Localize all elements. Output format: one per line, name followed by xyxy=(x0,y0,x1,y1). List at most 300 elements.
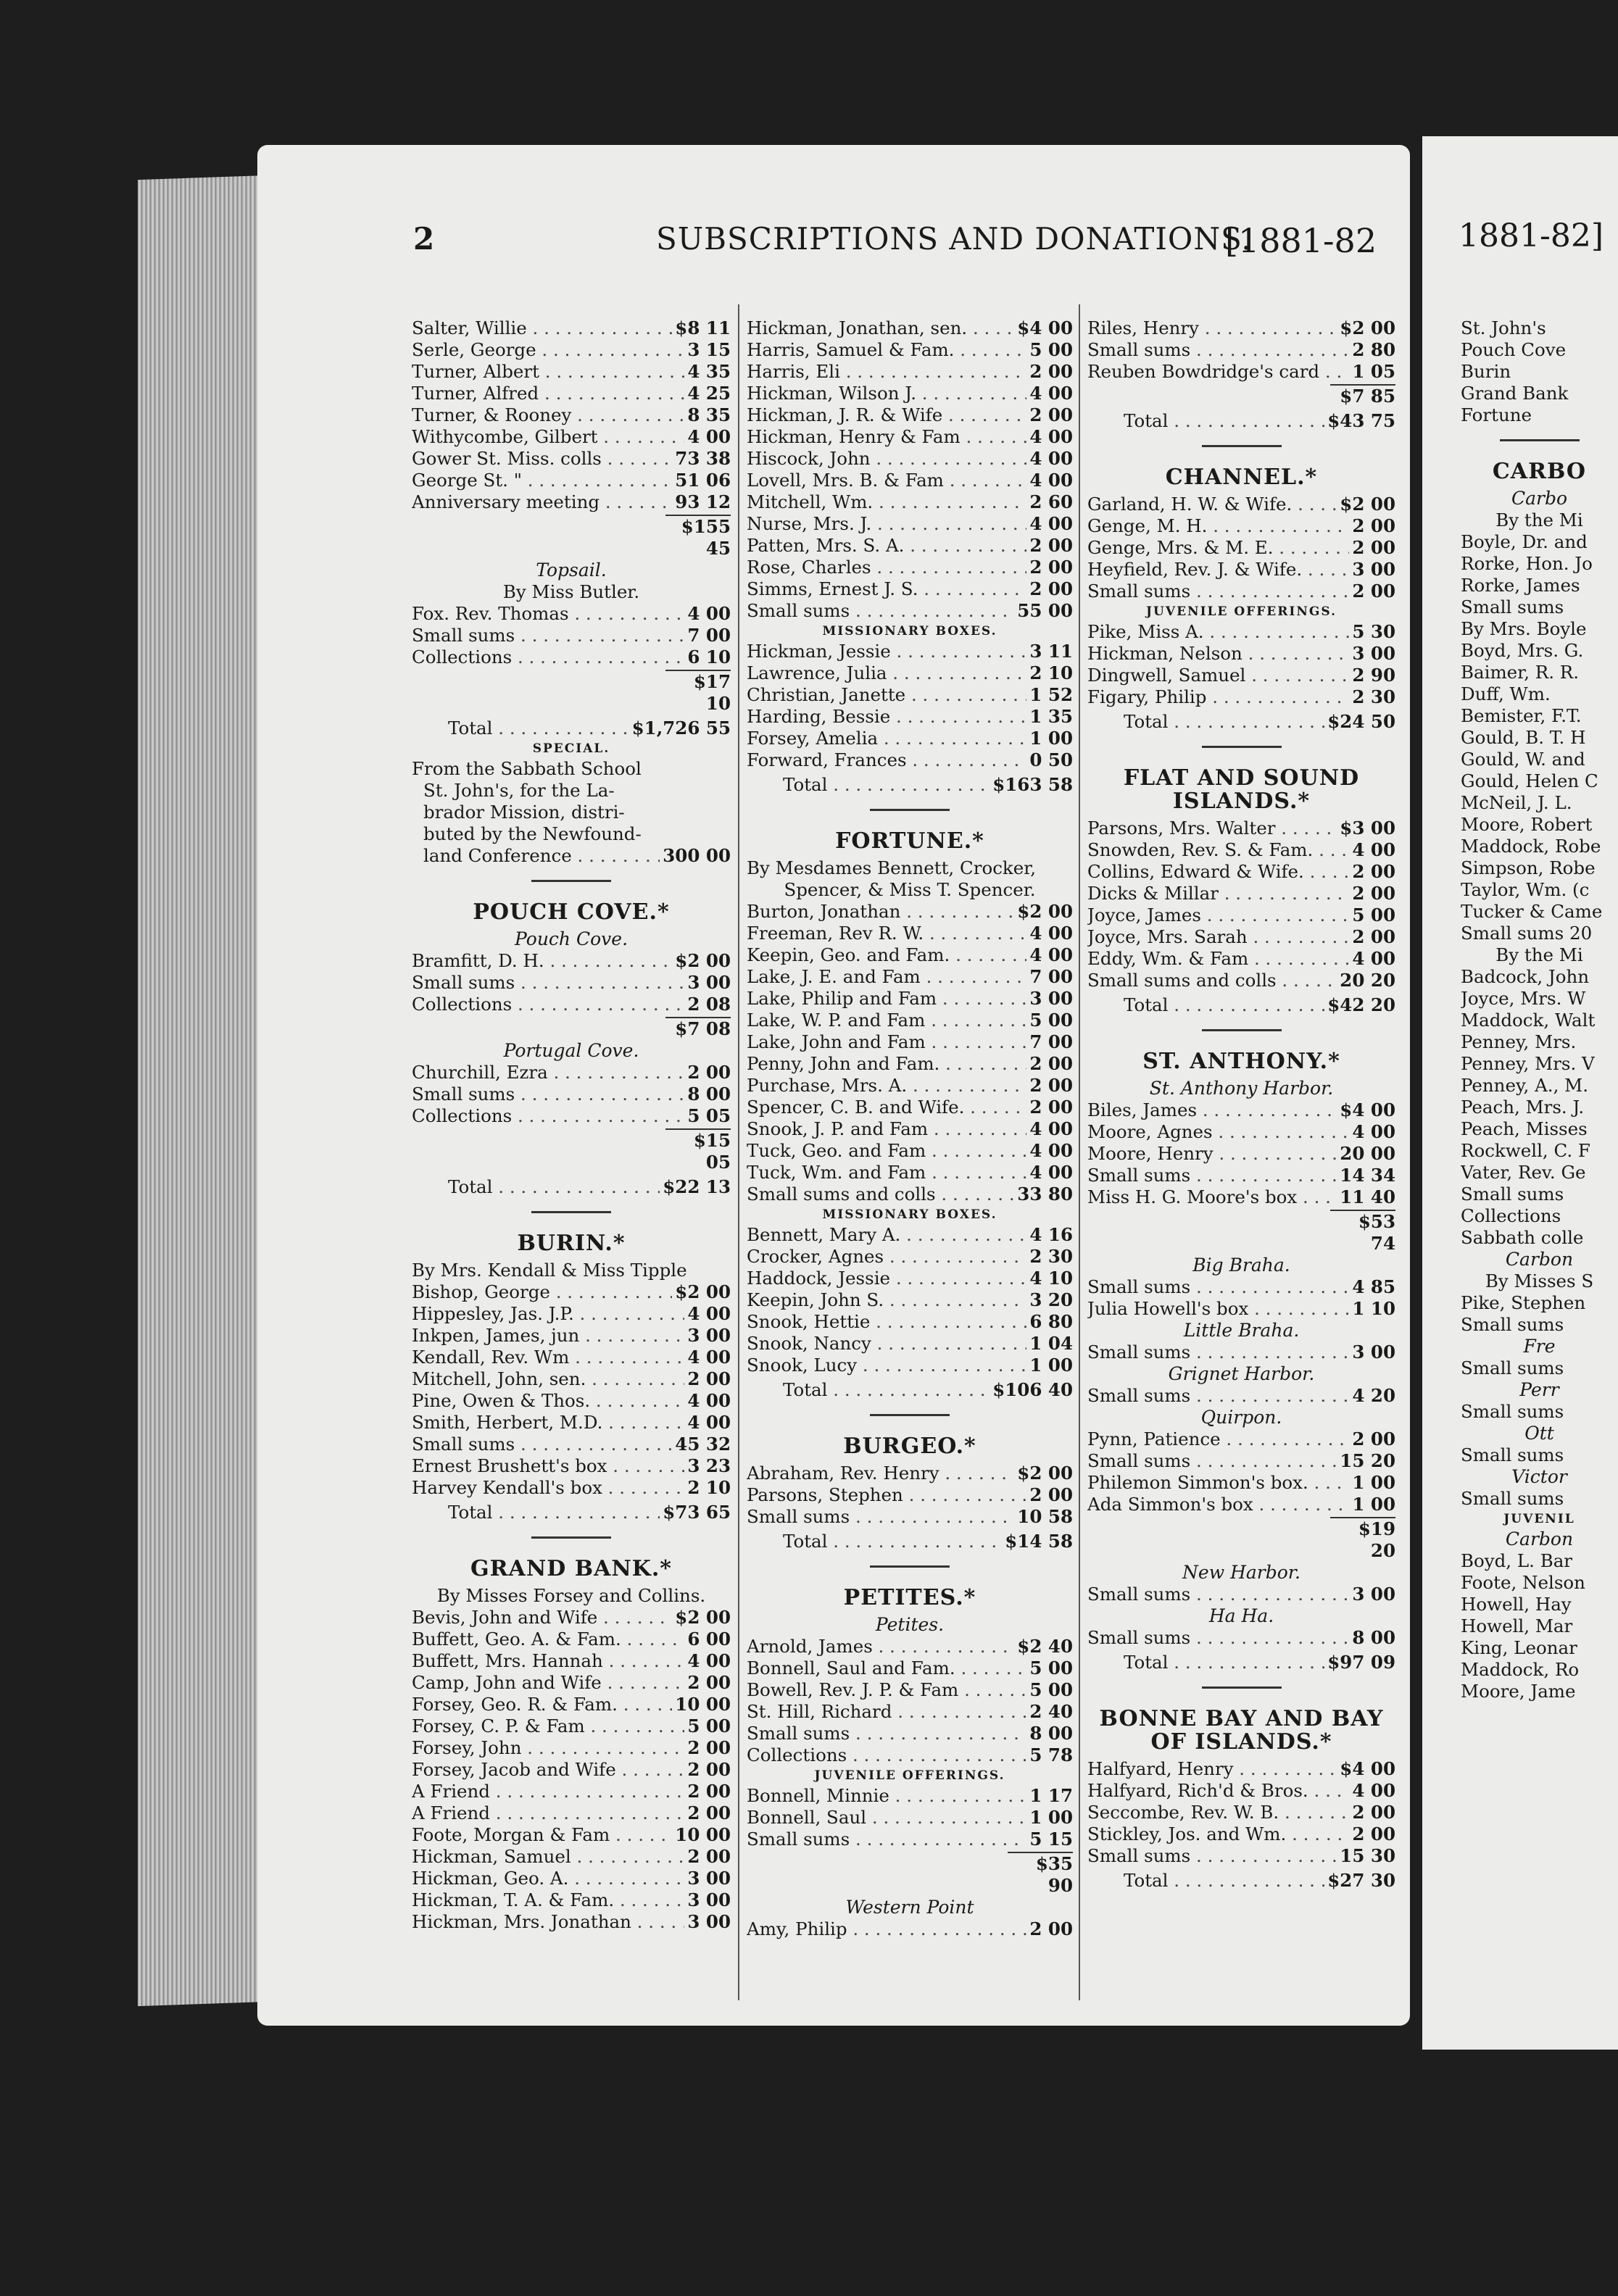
entry-row xyxy=(1087,665,1395,686)
entry-row xyxy=(1087,1584,1395,1605)
text-line: By Mrs. Boyle xyxy=(1461,618,1587,639)
entry-amount: 2 10 xyxy=(1029,662,1073,683)
entry-amount: 4 00 xyxy=(1352,948,1395,969)
locality-subheading: Petites. xyxy=(875,1614,945,1635)
entry-row xyxy=(412,1802,731,1824)
entry-amount: $2 00 xyxy=(675,1607,731,1628)
column-4 xyxy=(1461,317,1618,1702)
entry-amount: 14 34 xyxy=(1340,1165,1395,1186)
total-row xyxy=(412,1176,731,1198)
section-rule xyxy=(1202,445,1282,447)
page-title: SUBSCRIPTIONS AND DONATIONS. xyxy=(656,221,1252,257)
entry-name: Collections . . . xyxy=(412,646,684,668)
entry-amount: 4 00 xyxy=(1029,513,1073,534)
locality-subheading: Ha Ha. xyxy=(1208,1605,1274,1626)
subtotal-amount: $35 90 xyxy=(1008,1852,1073,1897)
entry-row xyxy=(1087,1758,1395,1780)
entry-row xyxy=(1087,970,1395,991)
total-amount: $24 50 xyxy=(1327,711,1395,732)
text-line: McNeil, J. L. xyxy=(1461,792,1572,813)
section-rule xyxy=(1202,1686,1282,1689)
entry-name: Foote, Morgan & Fam . . . xyxy=(412,1824,672,1846)
entry-row xyxy=(1087,1823,1395,1845)
entry-name: Simms, Ernest J. S. . . . xyxy=(747,578,1026,600)
entry-name: Eddy, Wm. & Fam . . . xyxy=(1087,948,1349,970)
entry-name: Arnold, James . . . xyxy=(747,1636,1014,1657)
entry-amount: 3 00 xyxy=(1352,1584,1395,1605)
entry-amount: 1 00 xyxy=(1029,1355,1073,1376)
entry-name: Bennett, Mary A. . . . xyxy=(747,1224,1026,1246)
locality-subheading: St. Anthony Harbor. xyxy=(1149,1078,1334,1099)
entry-row xyxy=(412,1781,731,1802)
text-line: Bemister, F.T. xyxy=(1461,705,1582,726)
entry-row xyxy=(747,1657,1073,1679)
entry-row xyxy=(412,1303,731,1325)
entry-name: Riles, Henry . . . xyxy=(1087,317,1337,339)
entry-name: Crocker, Agnes . . . xyxy=(747,1246,1026,1268)
entry-name: Hickman, Samuel . . . xyxy=(412,1846,684,1868)
entry-amount: 2 10 xyxy=(687,1477,731,1498)
entry-amount: 6 00 xyxy=(687,1629,731,1650)
entry-row xyxy=(412,1737,731,1759)
entry-row xyxy=(1087,904,1395,926)
entry-row xyxy=(747,1333,1073,1355)
entry-amount: 4 00 xyxy=(687,1303,731,1324)
entry-row xyxy=(412,1759,731,1781)
entry-amount: 2 00 xyxy=(687,1846,731,1867)
entry-amount: 2 00 xyxy=(1029,1918,1073,1939)
entry-name: Penny, John and Fam. . . . xyxy=(747,1053,1026,1075)
entry-row xyxy=(747,706,1073,728)
page-year: [1881-82 xyxy=(1225,221,1377,260)
text-line: Collections xyxy=(1461,1205,1561,1226)
entry-row xyxy=(747,1636,1073,1657)
entry-amount: 2 00 xyxy=(1352,883,1395,904)
entry-amount: 8 00 xyxy=(687,1083,731,1105)
entry-row xyxy=(747,1097,1073,1118)
text-line: Fortune xyxy=(1461,404,1532,425)
entry-row xyxy=(412,646,731,668)
entry-amount: 2 60 xyxy=(1029,491,1073,512)
text-line: Taylor, Wm. (c xyxy=(1461,879,1590,900)
entry-name: Harding, Bessie . . . xyxy=(747,706,1026,728)
locality-subheading: Portugal Cove. xyxy=(503,1040,639,1061)
entry-row xyxy=(412,1062,731,1083)
entry-amount: 4 00 xyxy=(687,426,731,447)
entry-name: Moore, Henry . . . xyxy=(1087,1143,1337,1165)
locality-subheading: Carbo xyxy=(1511,488,1568,509)
entry-amount: 4 00 xyxy=(687,1650,731,1671)
entry-row xyxy=(1087,861,1395,883)
section-rule xyxy=(1500,439,1580,441)
section-rule xyxy=(531,1211,611,1213)
entry-amount: 4 00 xyxy=(1029,1140,1073,1161)
entry-row xyxy=(1087,1121,1395,1143)
entry-amount: 2 80 xyxy=(1352,339,1395,360)
entry-row xyxy=(412,1325,731,1347)
entry-name: George St. " . . . xyxy=(412,470,672,491)
section-heading: FORTUNE.* xyxy=(835,828,984,854)
entry-row xyxy=(412,1390,731,1412)
text-line: Badcock, John xyxy=(1461,966,1590,987)
entry-row xyxy=(1087,883,1395,904)
section-heading: BURIN.* xyxy=(517,1231,626,1256)
text-line: Howell, Mar xyxy=(1461,1615,1573,1636)
entry-row xyxy=(747,1311,1073,1333)
total-amount: $163 58 xyxy=(992,774,1073,795)
entry-row xyxy=(747,1184,1073,1205)
entry-row xyxy=(1087,1385,1395,1407)
total-label: Total . . . xyxy=(1087,410,1324,432)
entry-name: Lake, John and Fam . . . xyxy=(747,1031,1026,1053)
entry-amount: 2 00 xyxy=(687,1781,731,1802)
entry-amount: 1 04 xyxy=(1029,1333,1073,1354)
text-line: Peach, Misses xyxy=(1461,1118,1588,1139)
entry-row xyxy=(747,1679,1073,1701)
entry-amount: $2 00 xyxy=(1340,494,1395,515)
entry-row xyxy=(1087,1627,1395,1649)
total-label: Total . . . xyxy=(1087,711,1324,733)
text-line: Small sums xyxy=(1461,1184,1564,1205)
entry-row xyxy=(412,1412,731,1434)
locality-subheading: Victor xyxy=(1511,1466,1567,1487)
entry-row xyxy=(1087,537,1395,559)
entry-amount: 5 15 xyxy=(1029,1829,1073,1850)
entry-amount: 2 00 xyxy=(1029,1075,1073,1096)
locality-subheading: Carbon xyxy=(1505,1528,1574,1550)
entry-name: Amy, Philip . . . xyxy=(747,1918,1026,1940)
entry-name: Small sums . . . xyxy=(1087,1165,1337,1186)
entry-amount: 3 00 xyxy=(1352,643,1395,664)
entry-row xyxy=(747,339,1073,361)
entry-amount: 20 20 xyxy=(1340,970,1395,991)
text-line: By Miss Butler. xyxy=(502,581,640,602)
entry-row xyxy=(412,1694,731,1715)
entry-amount: 1 00 xyxy=(1352,1494,1395,1515)
text-line: Boyle, Dr. and xyxy=(1461,531,1588,552)
text-line: Simpson, Robe xyxy=(1461,857,1596,878)
entry-row xyxy=(1087,339,1395,361)
entry-row xyxy=(747,1807,1073,1829)
total-label: Total . . . xyxy=(412,1502,660,1523)
entry-row xyxy=(747,641,1073,662)
entry-row xyxy=(412,1824,731,1846)
entry-amount: 2 00 xyxy=(1352,581,1395,602)
entry-name: Seccombe, Rev. W. B. . . . xyxy=(1087,1802,1349,1823)
entry-name: Stickley, Jos. and Wm. . . . xyxy=(1087,1823,1349,1845)
locality-subheading: Pouch Cove. xyxy=(514,928,628,949)
section-heading: CHANNEL.* xyxy=(1165,465,1318,490)
entry-amount: 2 90 xyxy=(1352,665,1395,686)
entry-row xyxy=(1087,581,1395,602)
entry-amount: 4 00 xyxy=(687,1390,731,1411)
entry-name: Forsey, Jacob and Wife . . . xyxy=(412,1759,684,1781)
text-line: Penney, A., M. xyxy=(1461,1075,1589,1096)
entry-amount: 3 15 xyxy=(687,339,731,360)
entry-row xyxy=(747,1268,1073,1289)
entry-row xyxy=(412,470,731,491)
text-line: By Mesdames Bennett, Crocker, xyxy=(747,857,1037,878)
entry-name: Forsey, Amelia . . . xyxy=(747,728,1026,749)
entry-row xyxy=(747,1701,1073,1723)
entry-amount: 5 00 xyxy=(687,1715,731,1736)
entry-name: Heyfield, Rev. J. & Wife. . . . xyxy=(1087,559,1349,581)
text-line: Gould, W. and xyxy=(1461,749,1585,770)
entry-amount: 300 00 xyxy=(663,845,731,866)
entry-row xyxy=(412,1846,731,1868)
entry-row xyxy=(1087,1845,1395,1867)
entry-row xyxy=(747,426,1073,448)
total-row xyxy=(1087,410,1395,432)
entry-row xyxy=(1087,948,1395,970)
entry-amount: 2 00 xyxy=(1352,1428,1395,1449)
text-line: Rorke, James xyxy=(1461,575,1580,596)
entry-row xyxy=(412,994,731,1015)
subtotal-amount: $53 74 xyxy=(1330,1210,1395,1255)
entry-row xyxy=(1087,1143,1395,1165)
entry-amount: 1 17 xyxy=(1029,1785,1073,1806)
locality-subheading: Perr xyxy=(1519,1379,1559,1400)
text-line: Pike, Stephen xyxy=(1461,1292,1586,1313)
text-line: Grand Bank xyxy=(1461,383,1569,404)
entry-name: Small sums . . . xyxy=(1087,1584,1349,1605)
entry-name: Forsey, Geo. R. & Fam. . . . xyxy=(412,1694,672,1715)
entry-row xyxy=(747,1246,1073,1268)
entry-row xyxy=(747,470,1073,491)
entry-amount: 3 00 xyxy=(1029,988,1073,1009)
locality-subheading: Little Braha. xyxy=(1183,1320,1300,1341)
entry-amount: 2 00 xyxy=(687,1368,731,1389)
entry-name: Lovell, Mrs. B. & Fam . . . xyxy=(747,470,1026,491)
entry-name: Christian, Janette . . . xyxy=(747,684,1026,706)
entry-row xyxy=(747,1355,1073,1376)
entry-name: Small sums . . . xyxy=(1087,1627,1349,1649)
entry-row xyxy=(412,404,731,426)
text-line: Tucker & Came xyxy=(1461,901,1603,922)
entry-name: Camp, John and Wife . . . xyxy=(412,1672,684,1694)
entry-row xyxy=(412,1868,731,1889)
text-line: Burin xyxy=(1461,361,1511,382)
entry-amount: 7 00 xyxy=(687,625,731,646)
entry-amount: 2 00 xyxy=(1029,404,1073,425)
entry-amount: 2 00 xyxy=(687,1672,731,1693)
entry-row xyxy=(1087,1450,1395,1472)
entry-name: Pine, Owen & Thos. . . . xyxy=(412,1390,684,1412)
entry-name: Parsons, Stephen . . . xyxy=(747,1484,1026,1506)
entry-amount: 2 40 xyxy=(1029,1701,1073,1722)
text-line: Baimer, R. R. xyxy=(1461,662,1580,683)
entry-name: Hickman, Geo. A. . . . xyxy=(412,1868,684,1889)
text-line: By Mrs. Kendall & Miss Tipple xyxy=(412,1260,687,1281)
entry-amount: 4 00 xyxy=(1029,448,1073,469)
entry-row xyxy=(747,578,1073,600)
total-row xyxy=(747,1531,1073,1552)
entry-name: Hickman, Wilson J. . . . xyxy=(747,383,1026,404)
entry-amount: 1 00 xyxy=(1029,1807,1073,1828)
entry-row xyxy=(412,972,731,994)
text-line: Small sums 20 xyxy=(1461,923,1593,944)
category-label: MISSIONARY BOXES. xyxy=(822,624,997,639)
entry-amount: 1 10 xyxy=(1352,1298,1395,1319)
entry-row xyxy=(1087,1298,1395,1320)
entry-amount: 4 25 xyxy=(687,383,731,404)
entry-name: Small sums . . . xyxy=(747,1506,1014,1528)
entry-row xyxy=(412,1455,731,1477)
entry-name: Small sums . . . xyxy=(1087,1450,1337,1472)
entry-amount: 4 00 xyxy=(1029,470,1073,491)
total-amount: $97 09 xyxy=(1327,1652,1395,1673)
text-line: Small sums xyxy=(1461,1401,1564,1422)
entry-amount: 0 50 xyxy=(1029,749,1073,770)
entry-row xyxy=(1087,686,1395,708)
entry-amount: 4 00 xyxy=(1029,923,1073,944)
entry-row xyxy=(1087,494,1395,515)
entry-name: Snowden, Rev. S. & Fam. . . . xyxy=(1087,839,1349,861)
text-line: By Misses S xyxy=(1485,1270,1594,1292)
entry-row xyxy=(412,845,731,867)
entry-amount: 1 00 xyxy=(1029,728,1073,749)
entry-name: Turner, Alfred . . . xyxy=(412,383,684,404)
entry-name: Hickman, T. A. & Fam. . . . xyxy=(412,1889,684,1911)
entry-name: Joyce, James . . . xyxy=(1087,904,1349,926)
entry-amount: $2 00 xyxy=(1017,1463,1073,1484)
entry-amount: 4 85 xyxy=(1352,1276,1395,1297)
text-line: Vater, Rev. Ge xyxy=(1461,1162,1586,1183)
entry-amount: 5 78 xyxy=(1029,1744,1073,1765)
entry-name: Collections . . . xyxy=(412,994,684,1015)
entry-name: Snook, J. P. and Fam . . . xyxy=(747,1118,1026,1140)
entry-name: Ernest Brushett's box . . . xyxy=(412,1455,684,1477)
entry-row xyxy=(747,988,1073,1010)
subtotal-amount: $17 10 xyxy=(665,670,731,715)
entry-row xyxy=(1087,818,1395,839)
entry-row xyxy=(412,383,731,404)
entry-row xyxy=(747,662,1073,684)
entry-name: Ada Simmon's box . . . xyxy=(1087,1494,1349,1515)
entry-row xyxy=(747,557,1073,578)
entry-row xyxy=(1087,1472,1395,1494)
entry-name: Garland, H. W. & Wife. . . . xyxy=(1087,494,1337,515)
entry-row xyxy=(1087,643,1395,665)
entry-name: Small sums . . . xyxy=(747,1723,1026,1744)
section-rule xyxy=(531,880,611,882)
total-row xyxy=(747,774,1073,796)
entry-amount: 20 00 xyxy=(1340,1143,1395,1164)
entry-name: Serle, George . . . xyxy=(412,339,684,361)
entry-row xyxy=(747,923,1073,944)
entry-row xyxy=(1087,1780,1395,1802)
entry-name: Lake, Philip and Fam . . . xyxy=(747,988,1026,1010)
entry-name: Burton, Jonathan . . . xyxy=(747,901,1014,923)
entry-row xyxy=(412,1607,731,1629)
category-label: JUVENILE OFFERINGS. xyxy=(1146,604,1337,619)
entry-row xyxy=(747,1484,1073,1506)
entry-row xyxy=(412,1105,731,1127)
total-amount: $1,726 55 xyxy=(631,718,731,739)
entry-row xyxy=(1087,1494,1395,1515)
entry-row xyxy=(747,404,1073,426)
entry-name: Lawrence, Julia . . . xyxy=(747,662,1026,684)
entry-amount: 8 00 xyxy=(1352,1627,1395,1648)
text-line: Maddock, Robe xyxy=(1461,836,1601,857)
entry-row xyxy=(1087,926,1395,948)
locality-subheading: Quirpon. xyxy=(1200,1407,1282,1428)
entry-name: Biles, James . . . xyxy=(1087,1099,1337,1121)
text-line: King, Leonar xyxy=(1461,1637,1577,1658)
entry-row xyxy=(412,1281,731,1303)
total-label: Total . . . xyxy=(1087,994,1324,1016)
total-label: Total . . . xyxy=(1087,1870,1324,1892)
entry-amount: 7 00 xyxy=(1029,966,1073,987)
entry-row xyxy=(747,1463,1073,1484)
column-1 xyxy=(412,317,731,1933)
entry-amount: 2 30 xyxy=(1029,1246,1073,1267)
text-line: Penney, Mrs. xyxy=(1461,1031,1577,1052)
entry-amount: 6 80 xyxy=(1029,1311,1073,1332)
section-heading: PETITES.* xyxy=(843,1585,976,1610)
entry-name: Miss H. G. Moore's box . . . xyxy=(1087,1186,1337,1208)
entry-amount: 93 12 xyxy=(675,491,731,512)
entry-name: Lake, J. E. and Fam . . . xyxy=(747,966,1026,988)
entry-name: Hickman, Mrs. Jonathan . . . xyxy=(412,1911,684,1933)
entry-name: Dicks & Millar . . . xyxy=(1087,883,1349,904)
entry-amount: 3 00 xyxy=(687,1868,731,1889)
section-heading: CARBO xyxy=(1492,459,1587,484)
entry-name: Tuck, Geo. and Fam . . . xyxy=(747,1140,1026,1162)
entry-name: Moore, Agnes . . . xyxy=(1087,1121,1349,1143)
entry-name: A Friend . . . xyxy=(412,1802,684,1824)
total-row xyxy=(1087,994,1395,1016)
entry-amount: 2 00 xyxy=(1029,578,1073,599)
total-label: Total . . . xyxy=(747,1531,1002,1552)
entry-name: Hickman, Jonathan, sen. . . . xyxy=(747,317,1014,339)
entry-amount: 73 38 xyxy=(675,448,731,469)
entry-amount: 2 00 xyxy=(1029,535,1073,556)
total-label: Total . . . xyxy=(412,1176,660,1198)
locality-subheading: Carbon xyxy=(1505,1249,1574,1270)
entry-name: Mitchell, John, sen. . . . xyxy=(412,1368,684,1390)
entry-name: Small sums . . . xyxy=(412,625,684,646)
entry-row xyxy=(412,339,731,361)
entry-name: Lake, W. P. and Fam . . . xyxy=(747,1010,1026,1031)
text-line: Small sums xyxy=(1461,1488,1564,1509)
page-number: 2 xyxy=(413,221,435,257)
text-line: Small sums xyxy=(1461,1314,1564,1335)
text-line: By Misses Forsey and Collins. xyxy=(436,1585,706,1606)
entry-amount: 4 16 xyxy=(1029,1224,1073,1245)
entry-amount: 5 30 xyxy=(1352,621,1395,642)
subtotal-amount: $7 85 xyxy=(1330,384,1395,407)
entry-name: Spencer, C. B. and Wife. . . . xyxy=(747,1097,1026,1118)
entry-name: Hickman, J. R. & Wife . . . xyxy=(747,404,1026,426)
entry-row xyxy=(747,448,1073,470)
entry-name: Keepin, Geo. and Fam. . . . xyxy=(747,944,1026,966)
text-line: Gould, Helen C xyxy=(1461,770,1598,791)
entry-amount: 2 30 xyxy=(1352,686,1395,707)
entry-amount: 4 00 xyxy=(1029,944,1073,965)
entry-name: Gower St. Miss. colls . . . xyxy=(412,448,672,470)
entry-amount: 2 08 xyxy=(687,994,731,1015)
column-divider xyxy=(1079,304,1080,2000)
entry-row xyxy=(412,1347,731,1368)
entry-row xyxy=(747,1075,1073,1097)
locality-subheading: Grignet Harbor. xyxy=(1168,1363,1315,1384)
entry-name: Hiscock, John . . . xyxy=(747,448,1026,470)
entry-row xyxy=(747,1162,1073,1184)
entry-name: Kendall, Rev. Wm . . . xyxy=(412,1347,684,1368)
entry-name: Withycombe, Gilbert . . . xyxy=(412,426,684,448)
entry-row xyxy=(412,1911,731,1933)
